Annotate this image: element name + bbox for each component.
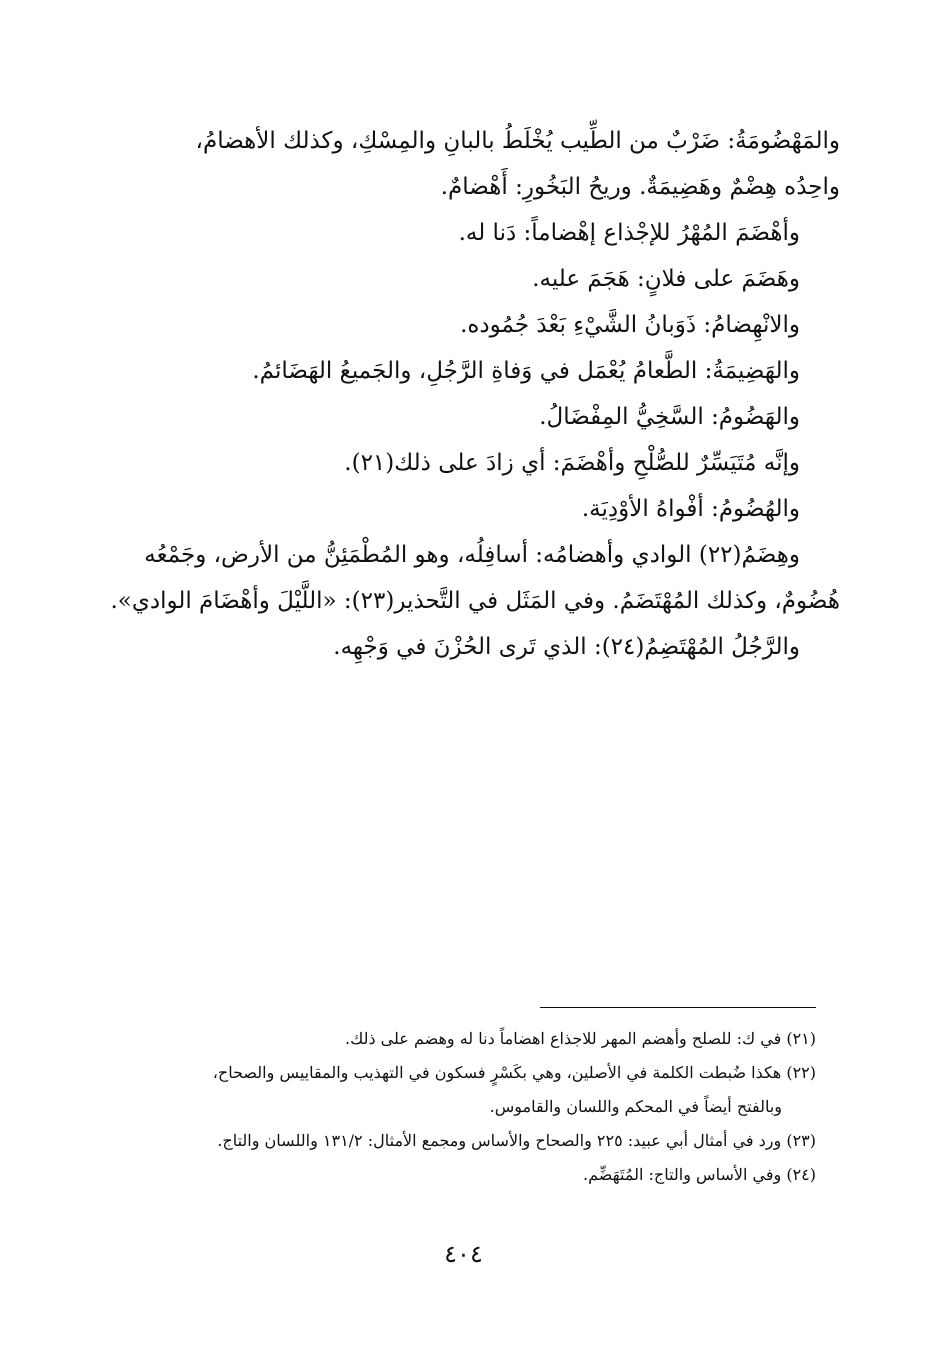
text-line: والرَّجُلُ المُهْتَضِمُ(٢٤): الذي تَرى الحُزْنَ في وَجْهِه.	[333, 634, 800, 660]
footnote-24: (٢٤) وفي الأساس والتاج: المُتَهَضِّم.	[583, 1165, 816, 1184]
text-line: والهَضِيمَةُ: الطَّعامُ يُعْمَل في وَفاةِ الرَّجُلِ، والجَميعُ الهَضَائمُ.	[252, 358, 800, 384]
text-line: والانْهِضامُ: ذَوَبانُ الشَّيْءِ بَعْدَ جُمُوده.	[460, 312, 800, 338]
main-text-block	[80, 118, 840, 670]
text-line: والهُضُومُ: أفْواهُ الأوْدِيَة.	[581, 496, 800, 522]
text-line: وإنَّه مُتَيَسِّرٌ للصُّلْحِ وأهْضَمَ: أي زادَ على ذلك(٢١).	[344, 450, 800, 476]
text-line: وهِضَمُ(٢٢) الوادي وأهضامُه: أسافِلُه، وهو المُطْمَئِنُّ من الأرض، وجَمْعُه	[144, 542, 800, 568]
footnote-22: (٢٢) هكذا ضُبطت الكلمة في الأصلين، وهي بكَسْرٍ فسكون في التهذيب والمقاييس والصحاح،	[212, 1063, 816, 1082]
page-number: ٤٠٤	[444, 1240, 483, 1268]
text-line: واحِدُه هِضْمٌ وهَضِيمَةٌ. وريحُ البَخُورِ: أَهْضامٌ.	[440, 174, 840, 200]
text-line: وأهْضَمَ المُهْرُ للإجْذاع إهْضاماً: دَنا له.	[458, 220, 800, 246]
footnotes-block	[100, 1022, 816, 1192]
footnote-separator	[540, 1007, 816, 1008]
footnote-23: (٢٣) ورد في أمثال أبي عبيد: ٢٢٥ والصحاح والأساس ومجمع الأمثال: ١٣١/٢ واللسان والتاج.	[217, 1131, 816, 1150]
footnote-22-continued: وبالفتح أيضاً في المحكم واللسان والقاموس.	[489, 1097, 782, 1116]
footnote-21: (٢١) في ك: للصلح وأهضم المهر للاجذاع اهضاماً دنا له وهضم على ذلك.	[345, 1029, 816, 1048]
text-line: هُضُومٌ، وكذلك المُهْتَضَمُ. وفي المَثَل في التَّحذير(٢٣): «اللَّيْلَ وأهْضَامَ الوادي».	[110, 588, 840, 614]
text-line: والهَضُومُ: السَّخِيُّ المِفْضَالُ.	[539, 404, 800, 430]
text-line: والمَهْضُومَةُ: ضَرْبٌ من الطِّيب يُخْلَطُ بالبانِ والمِسْكِ، وكذلك الأهضامُ،	[195, 128, 840, 154]
text-line: وهَضَمَ على فلانٍ: هَجَمَ عليه.	[532, 266, 800, 292]
